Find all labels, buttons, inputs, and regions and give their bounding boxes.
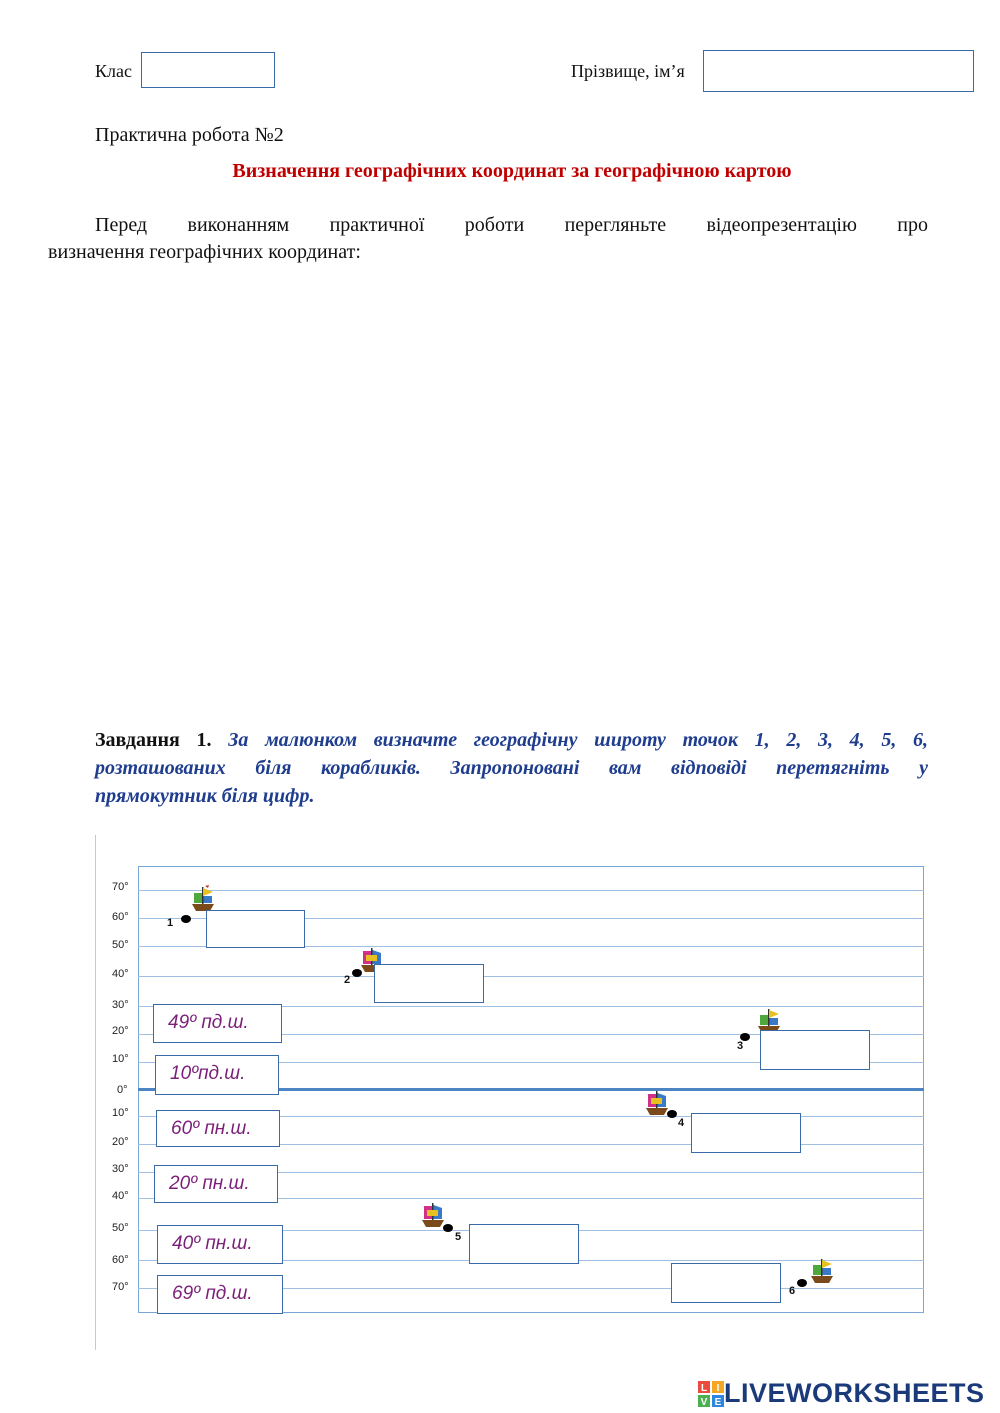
- svg-text:L: L: [700, 1382, 708, 1394]
- answer-option[interactable]: 20º пн.ш.: [154, 1165, 278, 1203]
- intro-line-1: Перед виконанням практичної роботи перегляньте відеопрезентацію про: [95, 214, 928, 236]
- tick-label: 30°: [112, 999, 129, 1011]
- tick-label: 70°: [112, 1281, 129, 1293]
- chart-left-rule: [95, 835, 96, 1350]
- class-label: Клас: [95, 61, 132, 81]
- tick-label: 40°: [112, 968, 129, 980]
- tick-label: 30°: [112, 1163, 129, 1175]
- point-marker-1: [181, 915, 191, 923]
- point-marker-6: [797, 1279, 807, 1287]
- point-number: 2: [344, 974, 351, 986]
- tick-label: 0°: [117, 1084, 128, 1096]
- tick-label: 20°: [112, 1136, 129, 1148]
- point-number: 6: [789, 1285, 796, 1297]
- point-marker-4: [667, 1110, 677, 1118]
- answer-option[interactable]: 69º пд.ш.: [157, 1275, 283, 1314]
- tick-label: 10°: [112, 1107, 129, 1119]
- task-text: [95, 726, 928, 810]
- name-input[interactable]: [703, 50, 974, 92]
- svg-text:E: E: [714, 1396, 722, 1407]
- svg-text:I: I: [716, 1382, 720, 1394]
- tick-label: 40°: [112, 1190, 129, 1202]
- ship-icon: [807, 1256, 837, 1286]
- page-subtitle: Визначення географічних координат за географічною картою: [232, 160, 792, 182]
- task-line-1: За малюнком визначте географічну широту точок 1, 2, 3, 4, 5, 6,: [228, 729, 929, 751]
- answer-drop-target-1[interactable]: [206, 910, 305, 948]
- task-line-2: розташованих біля корабликів. Запропоновані вам відповіді перетягніть у: [95, 757, 928, 779]
- point-number: 5: [455, 1231, 462, 1243]
- tick-label: 50°: [112, 939, 129, 951]
- gridline-40n: [138, 976, 924, 977]
- answer-option[interactable]: 40º пн.ш.: [157, 1225, 283, 1264]
- point-marker-2: [352, 969, 362, 977]
- point-number: 4: [678, 1117, 685, 1129]
- answer-option[interactable]: 60º пн.ш.: [156, 1110, 280, 1147]
- answer-drop-target-2[interactable]: [374, 964, 484, 1003]
- answer-drop-target-5[interactable]: [469, 1224, 579, 1264]
- point-marker-5: [443, 1224, 453, 1232]
- page-title: Практична робота №2: [95, 124, 284, 146]
- answer-drop-target-6[interactable]: [671, 1263, 781, 1303]
- task-line-3: прямокутник біля цифр.: [95, 785, 315, 807]
- tick-label: 60°: [112, 911, 129, 923]
- tick-label: 20°: [112, 1025, 129, 1037]
- point-number: 1: [167, 917, 174, 929]
- liveworksheets-logo-icon: [698, 1381, 724, 1407]
- tick-label: 60°: [112, 1254, 129, 1266]
- name-label: Прізвище, ім’я: [571, 61, 685, 81]
- answer-option[interactable]: 10ºпд.ш.: [155, 1055, 279, 1095]
- answer-drop-target-4[interactable]: [691, 1113, 801, 1153]
- tick-label: 10°: [112, 1053, 129, 1065]
- point-number: 3: [737, 1040, 744, 1052]
- liveworksheets-logo: [698, 1378, 985, 1409]
- answer-option[interactable]: 49º пд.ш.: [153, 1004, 282, 1043]
- task-label: Завдання 1.: [95, 729, 212, 751]
- svg-text:V: V: [700, 1396, 708, 1407]
- tick-label: 50°: [112, 1222, 129, 1234]
- gridline-70n: [138, 890, 924, 891]
- class-input[interactable]: [141, 52, 275, 88]
- tick-label: 70°: [112, 881, 129, 893]
- intro-line-2: визначення географічних координат:: [48, 241, 361, 263]
- answer-drop-target-3[interactable]: [760, 1030, 870, 1070]
- brand-name: LIVEWORKSHEETS: [724, 1378, 985, 1408]
